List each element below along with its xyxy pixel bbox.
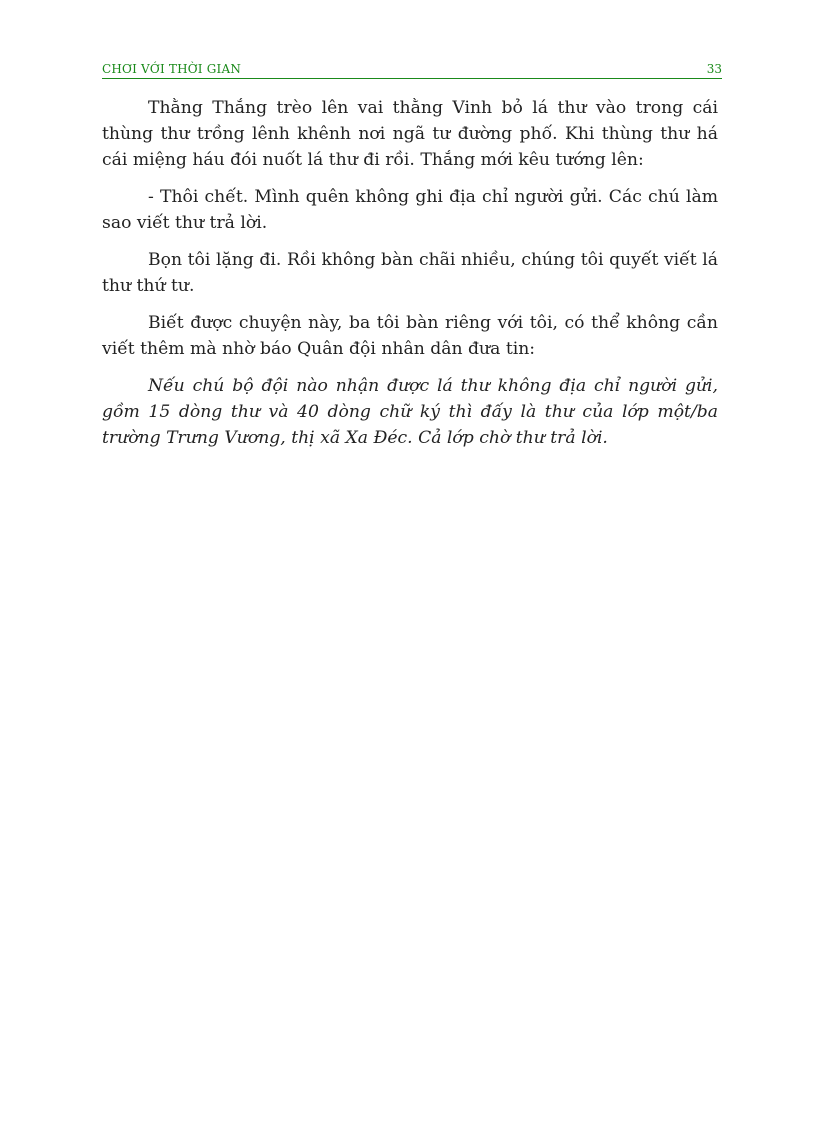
paragraph: - Thôi chết. Mình quên không ghi địa chỉ người gửi. Các chú làm sao viết thư trả lời. bbox=[102, 187, 718, 233]
paragraph: Biết được chuyện này, ba tôi bàn riêng với tôi, có thể không cần viết thêm mà nhờ báo Quân đội nhân dân đưa tin: bbox=[102, 313, 718, 359]
paragraph: Thằng Thắng trèo lên vai thằng Vinh bỏ lá thư vào trong cái thùng thư trồng lênh khênh nơi ngã tư đường phố. Khi thùng thư há cái miệng háu đói nuốt lá thư đi rồi. Thắng mới kêu tướng lên: bbox=[102, 98, 718, 170]
quoted-notice-paragraph: Nếu chú bộ đội nào nhận được lá thư không địa chỉ người gửi, gồm 15 dòng thư và 40 dòng chữ ký thì đấy là thư của lớp một/ba trường Trưng Vương, thị xã Xa Đéc. Cả lớp chờ thư trả lời. bbox=[102, 376, 718, 448]
page-number: 33 bbox=[706, 62, 722, 76]
body-text bbox=[102, 95, 718, 462]
running-header bbox=[102, 61, 722, 79]
paragraph: Bọn tôi lặng đi. Rồi không bàn chãi nhiều, chúng tôi quyết viết lá thư thứ tư. bbox=[102, 250, 718, 296]
header-title: CHƠI VỚI THỜI GIAN bbox=[102, 62, 242, 76]
